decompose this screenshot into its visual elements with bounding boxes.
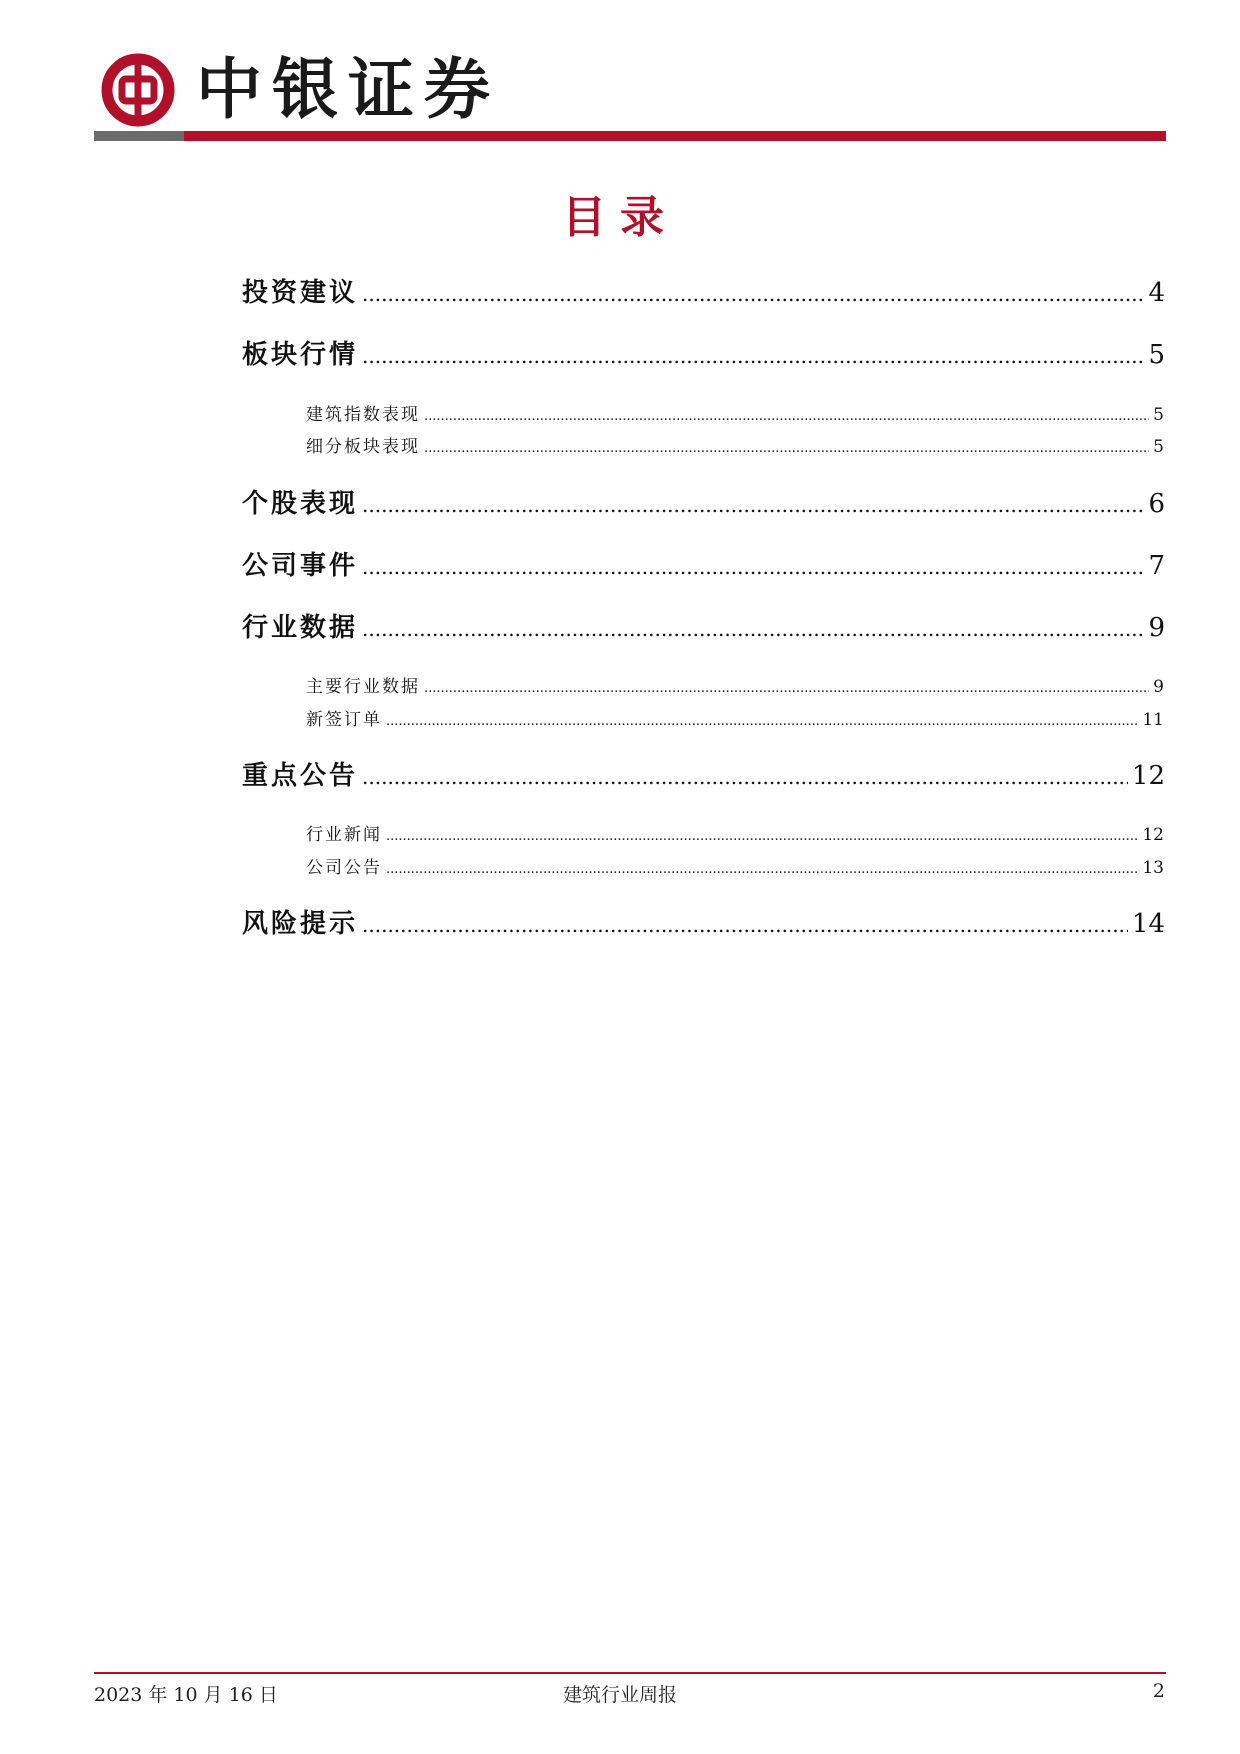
toc-title: 目录: [562, 192, 678, 243]
toc-entry-risk-warning[interactable]: [242, 903, 1165, 939]
toc-entry-label: 风险提示: [242, 909, 359, 939]
toc-leader-dots: [362, 765, 1128, 789]
toc-entry-page: 12: [1142, 825, 1164, 845]
toc-entry-page: 6: [1148, 489, 1165, 519]
toc-entry-stock-performance[interactable]: [242, 483, 1165, 519]
toc-entry-page: 5: [1148, 340, 1165, 370]
toc-entry-sector-performance[interactable]: [242, 334, 1165, 370]
toc-leader-dots: [386, 714, 1138, 729]
toc-entry-label: 投资建议: [242, 278, 359, 308]
toc-entry-investment-advice[interactable]: [242, 272, 1165, 308]
toc-entry-key-announcements[interactable]: [242, 755, 1165, 791]
toc-entry-new-orders[interactable]: [306, 705, 1164, 729]
toc-entry-construction-index[interactable]: [306, 400, 1164, 424]
footer-rule: [94, 1672, 1166, 1674]
toc-entry-subsector-performance[interactable]: [306, 432, 1164, 456]
toc-entry-label: 细分板块表现: [306, 437, 420, 457]
bank-of-china-logo-icon: [100, 52, 176, 128]
toc-entry-page: 7: [1148, 551, 1165, 581]
toc-leader-dots: [362, 282, 1144, 306]
toc-entry-label: 新签订单: [306, 710, 382, 730]
toc-leader-dots: [362, 617, 1144, 641]
toc-entry-page: 13: [1142, 858, 1164, 878]
toc-leader-dots: [362, 913, 1128, 937]
toc-leader-dots: [362, 493, 1144, 517]
toc-entry-page: 4: [1148, 278, 1165, 308]
toc-entry-company-announcements[interactable]: [306, 853, 1164, 877]
header-rule-gray: [94, 131, 184, 141]
toc-entry-label: 公司事件: [242, 551, 359, 581]
footer-report-title: 建筑行业周报: [562, 1684, 677, 1706]
toc-entry-page: 9: [1153, 677, 1164, 697]
toc-leader-dots: [362, 555, 1144, 579]
toc-entry-page: 9: [1148, 613, 1165, 643]
toc-entry-page: 5: [1153, 437, 1164, 457]
toc-entry-industry-news[interactable]: [306, 820, 1164, 844]
toc-entry-label: 建筑指数表现: [306, 405, 420, 425]
header-rule-red: [184, 131, 1166, 141]
toc-entry-label: 重点公告: [242, 761, 359, 791]
toc-leader-dots: [424, 409, 1149, 424]
brand-name: 中银证券: [196, 50, 500, 128]
toc-entry-industry-data[interactable]: [242, 607, 1165, 643]
toc-entry-page: 12: [1131, 761, 1165, 791]
toc-leader-dots: [362, 344, 1144, 368]
toc-entry-company-events[interactable]: [242, 545, 1165, 581]
toc-entry-page: 5: [1153, 405, 1164, 425]
toc-leader-dots: [424, 681, 1149, 696]
toc-entry-page: 11: [1142, 710, 1164, 730]
footer-page-number: 2: [1152, 1680, 1165, 1702]
toc-leader-dots: [386, 862, 1138, 877]
toc-entry-label: 个股表现: [242, 489, 359, 519]
toc-entry-page: 14: [1131, 909, 1165, 939]
toc-leader-dots: [424, 441, 1149, 456]
toc-entry-label: 主要行业数据: [306, 677, 420, 697]
toc-entry-label: 板块行情: [242, 340, 359, 370]
toc-entry-label: 行业新闻: [306, 825, 382, 845]
toc-entry-label: 行业数据: [242, 613, 359, 643]
footer-date: 2023 年 10 月 16 日: [94, 1684, 278, 1706]
toc-leader-dots: [386, 829, 1138, 844]
toc-entry-main-industry-data[interactable]: [306, 672, 1164, 696]
toc-entry-label: 公司公告: [306, 858, 382, 878]
